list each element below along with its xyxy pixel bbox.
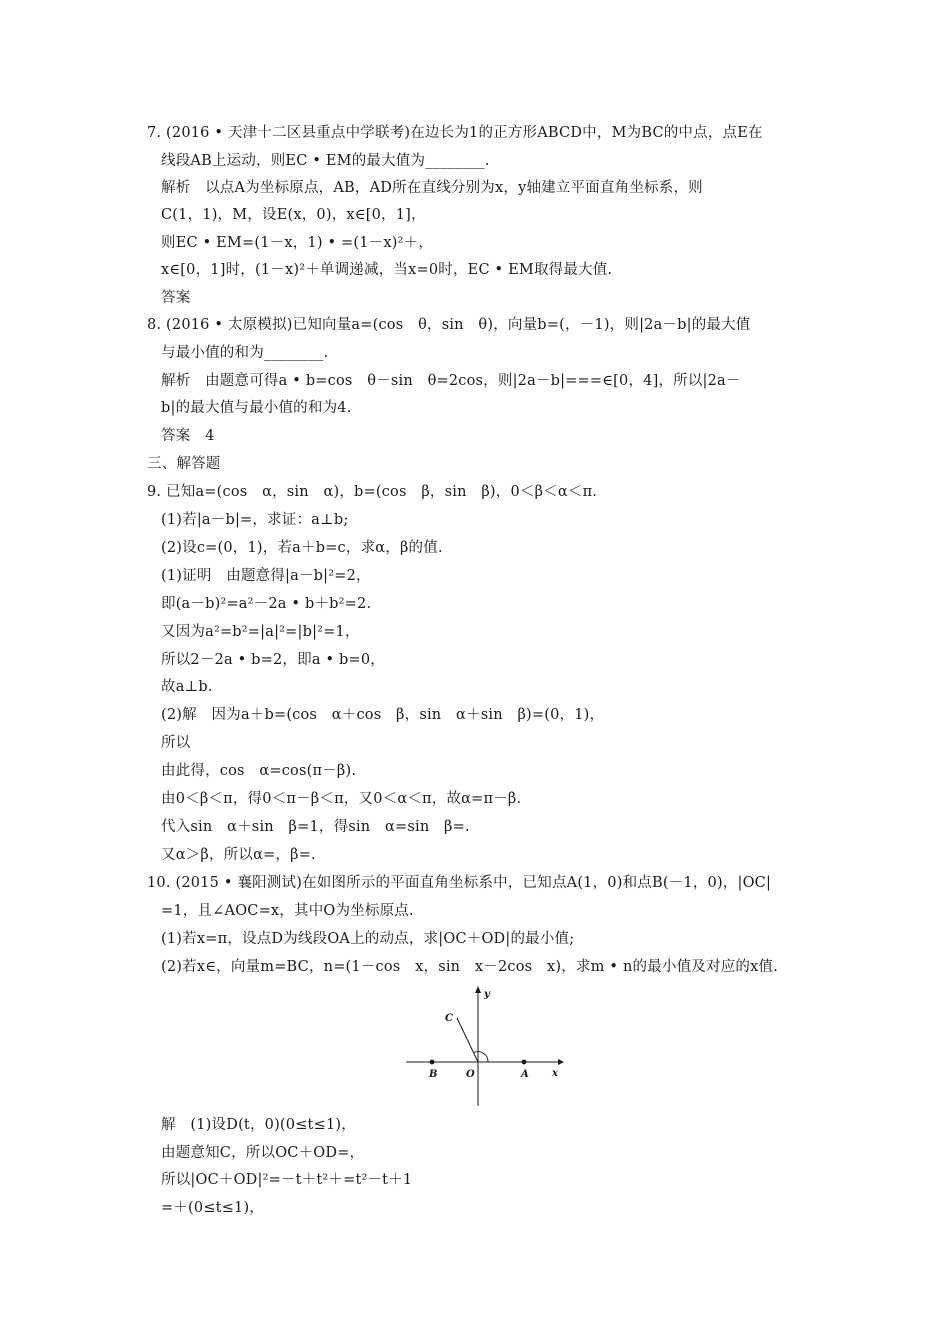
text-line: 9. 已知a=(cos α，sin α)，b=(cos β，sin β)，0＜β＜α＜π. [147,484,598,500]
text-line: 答案 4 [161,428,215,444]
text-line: (2)设c=(0，1)，若a＋b=c，求α，β的值. [161,540,443,556]
text-line: 8. (2016 • 太原模拟)已知向量a=(cos θ，sin θ)，向量b=(，－1)，则|2a－b|的最大值 [147,317,751,333]
text-line: 线段AB上运动，则EC • EM的最大值为________. [161,153,490,169]
text-line: (1)证明 由题意得|a－b|²=2， [161,568,371,584]
text-line: 三、解答题 [147,456,221,472]
coordinate-figure [404,984,570,1108]
text-line: 又α＞β，所以α=，β=. [161,847,316,863]
point-a [522,1060,527,1065]
text-line: C(1，1)，M，设E(x，0)，x∈[0，1]， [161,207,426,223]
text-line: 故a⊥b. [161,679,213,695]
text-line: 与最小值的和为________. [161,345,329,361]
text-line: 则EC • EM=(1－x，1) • =(1－x)²＋， [161,235,434,251]
text-line: (1)若|a－b|=，求证：a⊥b; [161,512,349,528]
label-o: O [466,1069,475,1080]
text-line: 所以|OC＋OD|²=－t＋t²＋=t²－t＋1 [161,1172,413,1188]
text-line: (1)若x=π，设点D为线段OA上的动点，求|OC＋OD|的最小值; [161,931,575,947]
x-axis-arrow [558,1059,564,1065]
text-line: 又因为a²=b²=|a|²=|b|²=1， [161,624,360,640]
text-line: =＋(0≤t≤1)， [161,1200,265,1216]
text-line: 所以 [161,735,191,751]
angle-arc [474,1052,488,1062]
text-line: 7. (2016 • 天津十二区县重点中学联考)在边长为1的正方形ABCD中，M为BC的中点，点E在 [147,125,763,141]
text-line: b|的最大值与最小值的和为4. [161,400,352,416]
text-line: 由0＜β＜π，得0＜π－β＜π，又0＜α＜π，故α=π－β. [161,791,522,807]
text-line: 10. (2015 • 襄阳测试)在如图所示的平面直角坐标系中，已知点A(1，0)和点B(－1，0)，|OC| [147,875,772,891]
segment-oc [457,1018,478,1062]
point-b [430,1060,435,1065]
text-line: x∈[0，1]时，(1－x)²＋单调递减，当x=0时，EC • EM取得最大值. [161,262,613,278]
label-x: x [552,1068,558,1079]
text-line: 解析 以点A为坐标原点，AB，AD所在直线分别为x，y轴建立平面直角坐标系，则 [161,180,703,196]
y-axis-arrow [475,986,481,993]
label-b: B [429,1069,438,1080]
label-c: C [445,1013,453,1024]
text-line: 答案 [161,290,191,306]
text-line: 代入sin α＋sin β=1，得sin α=sin β=. [161,819,470,835]
text-line: 即(a－b)²=a²－2a • b＋b²=2. [161,596,372,612]
label-a: A [521,1069,529,1080]
text-line: (2)若x∈，向量m=BC，n=(1－cos x，sin x－2cos x)，求m • n的最小值及对应的x值. [161,959,778,975]
text-line: 由题意知C，所以OC＋OD=， [161,1145,365,1161]
text-line: =1，且∠AOC=x，其中O为坐标原点. [161,903,414,919]
text-line: 解析 由题意可得a • b=cos θ－sin θ=2cos，则|2a－b|===∈[0，4]，所以|2a－ [161,373,741,389]
text-line: 所以2－2a • b=2，即a • b=0， [161,652,385,668]
text-line: (2)解 因为a＋b=(cos α＋cos β，sin α＋sin β)=(0，1)， [161,707,605,723]
text-line: 解 (1)设D(t，0)(0≤t≤1)， [161,1117,356,1133]
label-y: y [484,989,490,1000]
text-line: 由此得，cos α=cos(π－β). [161,763,357,779]
